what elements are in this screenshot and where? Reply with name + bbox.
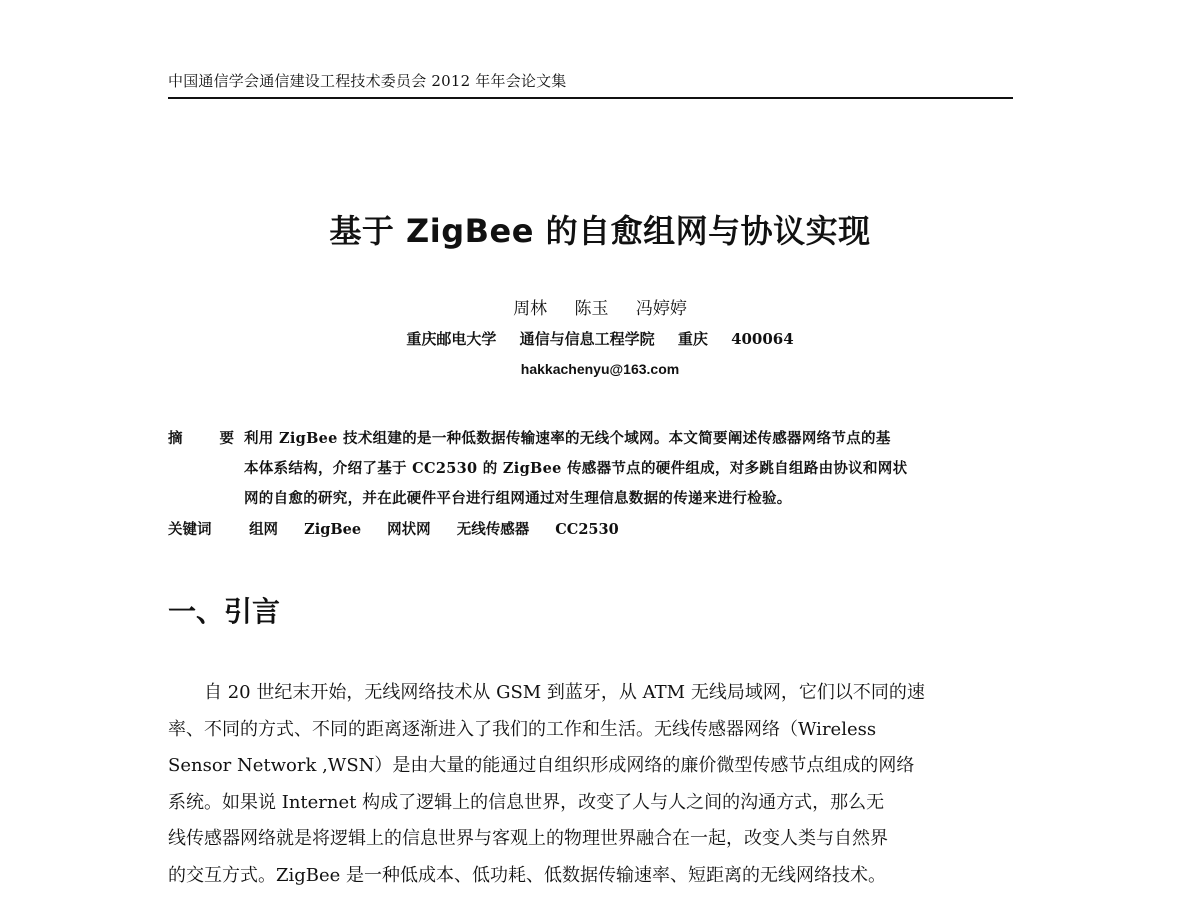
author-name: 周林 [513,299,548,319]
keyword: ZigBee [304,521,362,538]
abstract-line: 本体系结构，介绍了基于 CC2530 的 ZigBee 传感器节点的硬件组成，对多跳自组路由协议和网状 [244,460,908,477]
keyword: 组网 [249,521,279,538]
abstract-line: 网的自愈的研究，并在此硬件平台进行组网通过对生理信息数据的传递来进行检验。 [244,490,792,507]
keywords [168,518,1018,539]
paragraph-line: Sensor Network ,WSN）是由大量的能通过自组织形成网络的廉价微型传感节点组成的网络 [168,755,915,776]
affiliation-postcode: 400064 [731,330,794,348]
affiliation-university: 重庆邮电大学 [406,330,497,348]
abstract-line: 利用 ZigBee 技术组建的是一种低数据传输速率的无线个域网。本文简要阐述传感器网络节点的基 [244,430,891,447]
abstract-body [244,424,1018,514]
paragraph-line: 率、不同的方式、不同的距离逐渐进入了我们的工作和生活。无线传感器网络（Wireless [168,718,877,740]
keywords-label: 关键词 [168,521,212,538]
keyword: 网状网 [387,521,431,538]
author-email: hakkachenyu@163.com [520,361,680,377]
paragraph-line: 系统。如果说 Internet 构成了逻辑上的信息世界，改变了人与人之间的沟通方式，那么无 [168,791,885,813]
abstract [168,424,1018,514]
author-list [0,294,1200,319]
affiliation-city: 重庆 [677,330,708,348]
running-header: 中国通信学会通信建设工程技术委员会 2012 年年会论文集 [168,70,1013,99]
intro-paragraph [168,675,1018,894]
paragraph-line: 的交互方式。ZigBee 是一种低成本、低功耗、低数据传输速率、短距离的无线网络技术。 [168,864,887,886]
keyword: CC2530 [555,521,619,538]
author-name: 陈玉 [574,299,609,319]
affiliation-school: 通信与信息工程学院 [519,330,655,348]
affiliation [0,328,1200,349]
keyword: 无线传感器 [456,521,530,538]
author-name: 冯婷婷 [635,299,687,319]
paragraph-line: 线传感器网络就是将逻辑上的信息世界与客观上的物理世界融合在一起，改变人类与自然界 [168,828,888,849]
section-heading: 一、引言 [168,595,281,628]
abstract-label: 摘 要 [168,430,251,447]
paper-title: 基于 ZigBee 的自愈组网与协议实现 [329,212,871,250]
paragraph-line: 自 20 世纪末开始，无线网络技术从 GSM 到蓝牙，从 ATM 无线局域网，它们以不同的速 [204,682,925,703]
